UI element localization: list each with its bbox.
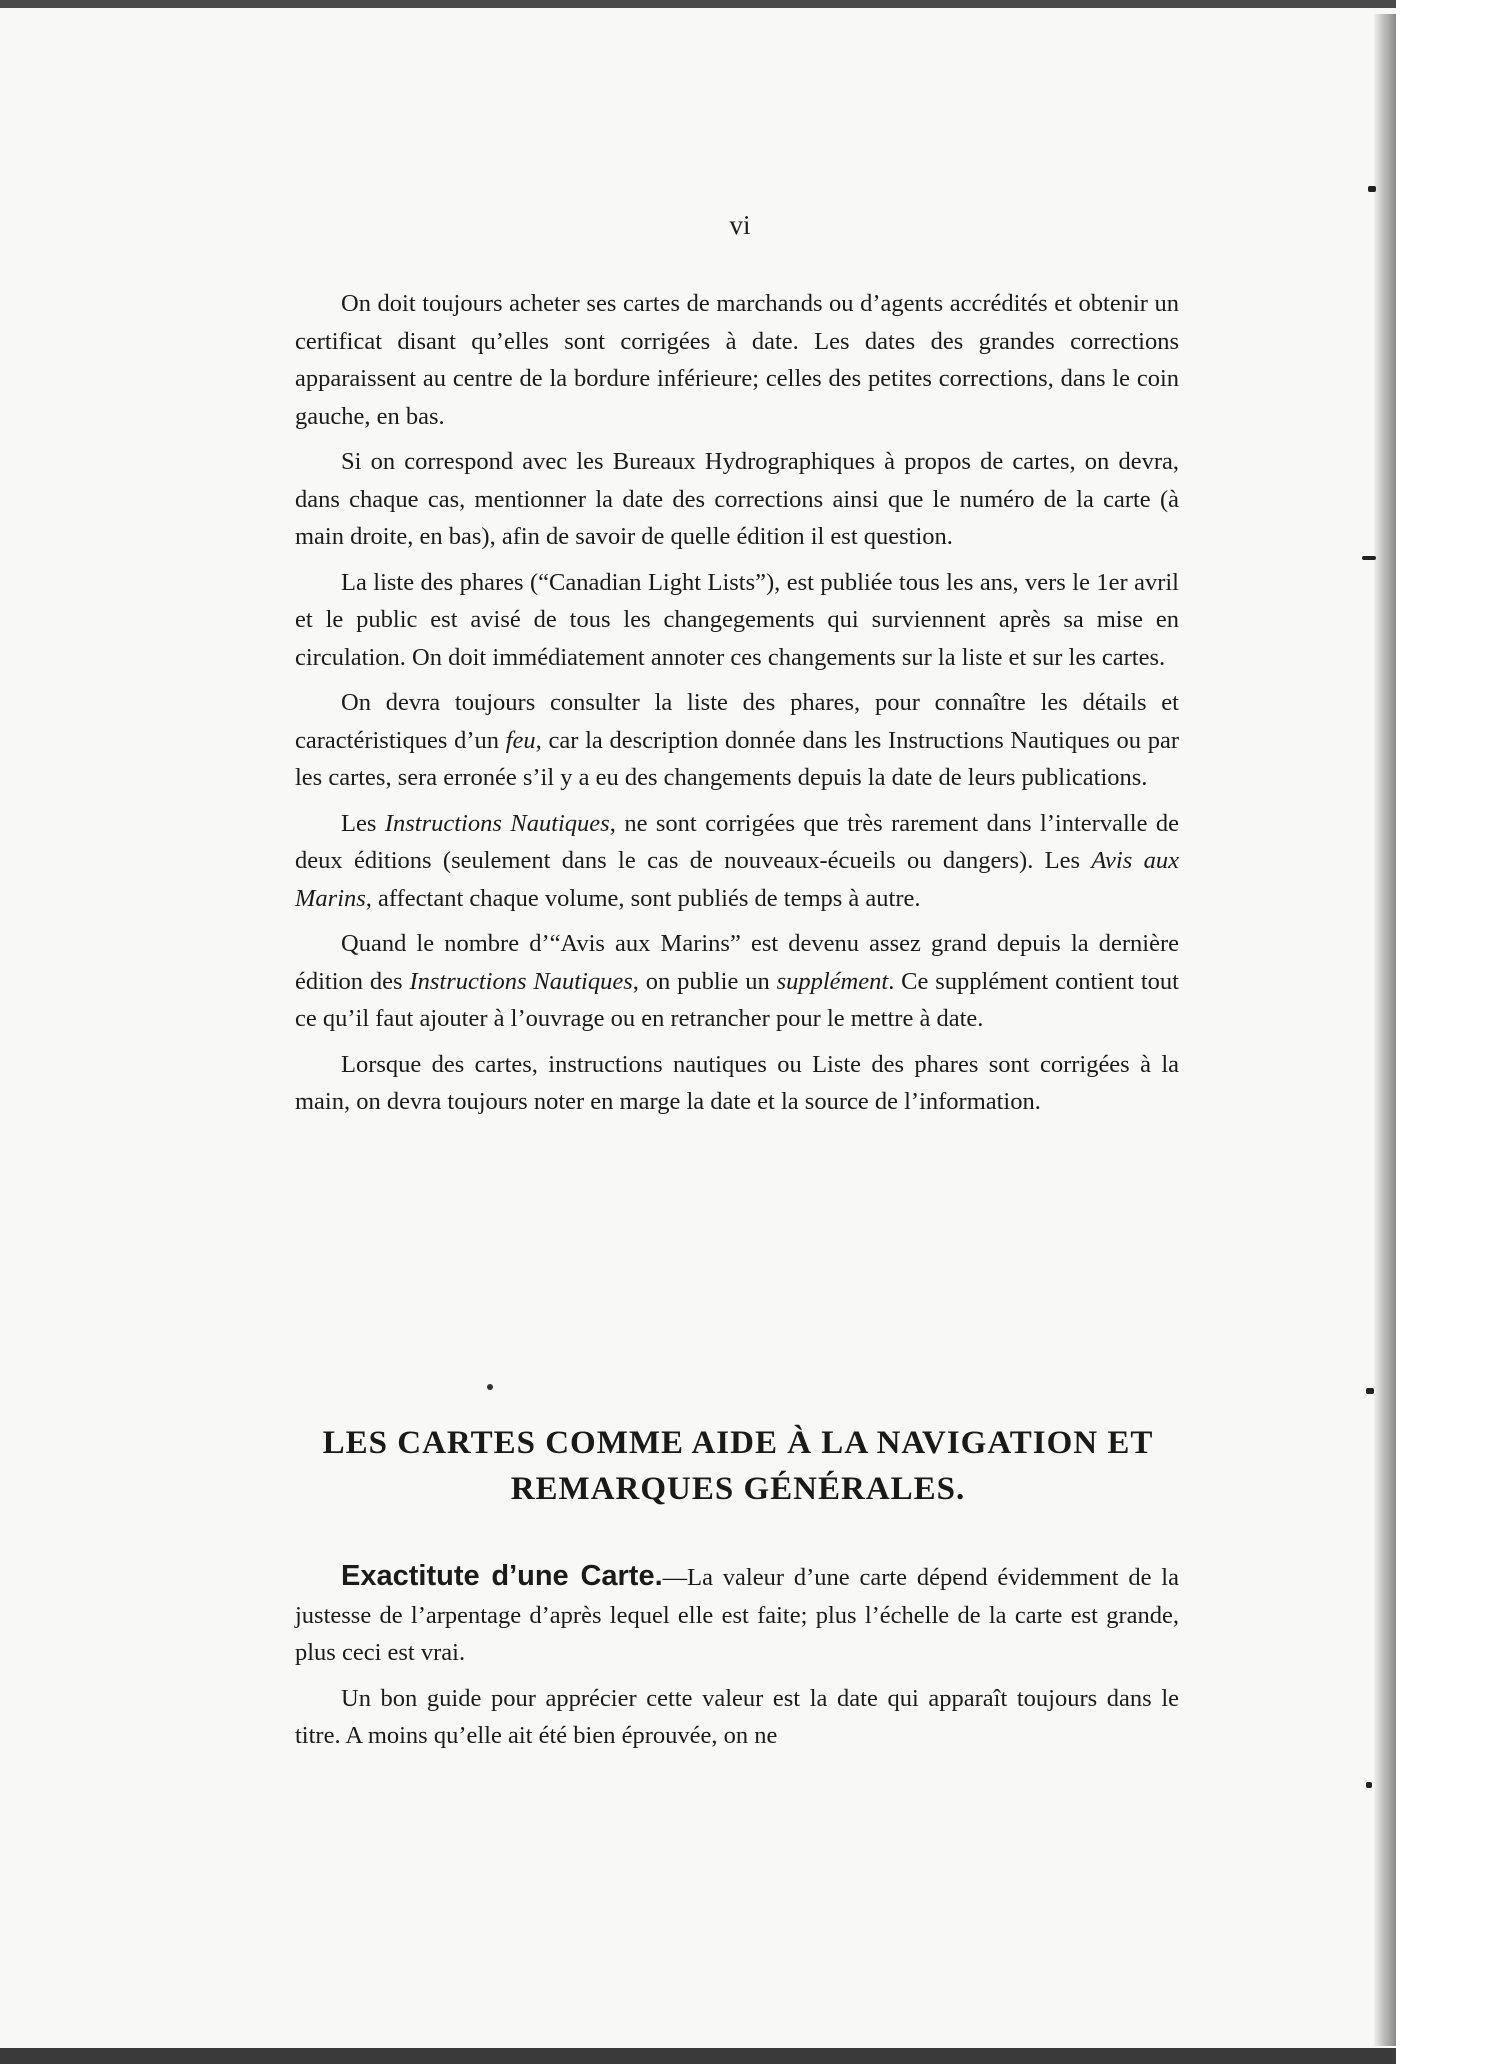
paragraph (295, 805, 1179, 918)
scan-speck (1366, 1782, 1372, 1788)
scan-speck (1362, 556, 1376, 560)
text-run: Les (341, 809, 385, 837)
page-margin (1396, 0, 1512, 2064)
paragraph: Lorsque des cartes, instructions nautiques ou Liste des phares sont corrigées à la main, on devra toujours noter en marge la date et la source de l’information. (295, 1050, 1179, 1115)
text-run: , affectant chaque volume, sont publiés de temps à autre. (365, 884, 921, 912)
body-text (295, 285, 1179, 1129)
heading-line: LES CARTES COMME AIDE À LA NAVIGATION ET (322, 1425, 1154, 1461)
text-run: , on publie un (632, 967, 777, 995)
italic-term: Instructions Nautiques (409, 967, 633, 995)
paragraph (295, 1558, 1179, 1672)
italic-term: feu (505, 726, 536, 754)
paragraph: Si on correspond avec les Bureaux Hydrographiques à propos de cartes, on devra, dans chaque cas, mentionner la date des corrections ainsi que le numéro de la carte (à main droite, en bas), afin de savoir de quelle édition il est question. (295, 448, 1179, 550)
page-number: vi (729, 210, 751, 240)
scan-speck (1368, 186, 1376, 192)
binding-shadow (1374, 14, 1396, 2046)
stray-dot (487, 1384, 493, 1390)
text-run: —La valeur d’une carte dépend évidemment de la justesse de l’arpentage d’après lequel elle est faite; plus l’échelle de la carte est grande, plus ceci est vrai. (295, 1564, 1179, 1666)
paragraph (295, 925, 1179, 1038)
runin-heading: Exactitute d’une Carte. (341, 1560, 663, 1592)
paragraph: Un bon guide pour apprécier cette valeur est la date qui apparaît toujours dans le titre. A moins qu’elle ait été bien éprouvée, on ne (295, 1684, 1179, 1749)
italic-term: supplément (776, 967, 889, 995)
text-run: , ne sont corrigées que très rarement dans l’intervalle de deux éditions (seulement dans le cas de nouveaux-écueils ou dangers). Les (295, 809, 1180, 874)
section-heading (270, 1420, 1206, 1512)
text-run: Quand le nombre d’“Avis aux Marins” est devenu assez grand depuis la dernière édition des (295, 930, 1179, 995)
italic-term: Instructions Nautiques (384, 809, 610, 837)
paragraph (295, 684, 1179, 797)
paragraph: On doit toujours acheter ses cartes de marchands ou d’agents accrédités et obtenir un certificat disant qu’elles sont corrigées à date. Les dates des grandes corrections apparaissent au centre de la bordure inférieure; celles des petites corrections, dans le coin gauche, en bas. (295, 290, 1179, 430)
scan-speck (1366, 1388, 1374, 1394)
scan-bottom-edge (0, 2048, 1396, 2064)
paragraph: La liste des phares (“Canadian Light Lists”), est publiée tous les ans, vers le 1er avril et le public est avisé de tous les changegements qui surviennent après sa mise en circulation. On doit immédiatement annoter ces changements sur la liste et sur les cartes. (295, 568, 1179, 671)
section-body (295, 1558, 1179, 1763)
text-run: , car la description donnée dans les Instructions Nautiques ou par les cartes, sera erronée s’il y a eu des changements depuis la date de leurs publications. (295, 726, 1179, 791)
text-run: On devra toujours consulter la liste des phares, pour connaître les détails et caractéristiques d’un (295, 689, 1179, 754)
heading-line: REMARQUES GÉNÉRALES. (510, 1471, 966, 1507)
italic-term: Avis aux Marins (295, 847, 1179, 912)
text-run: . Ce supplément contient tout ce qu’il faut ajouter à l’ouvrage ou en retrancher pour le mettre à date. (295, 967, 1179, 1032)
